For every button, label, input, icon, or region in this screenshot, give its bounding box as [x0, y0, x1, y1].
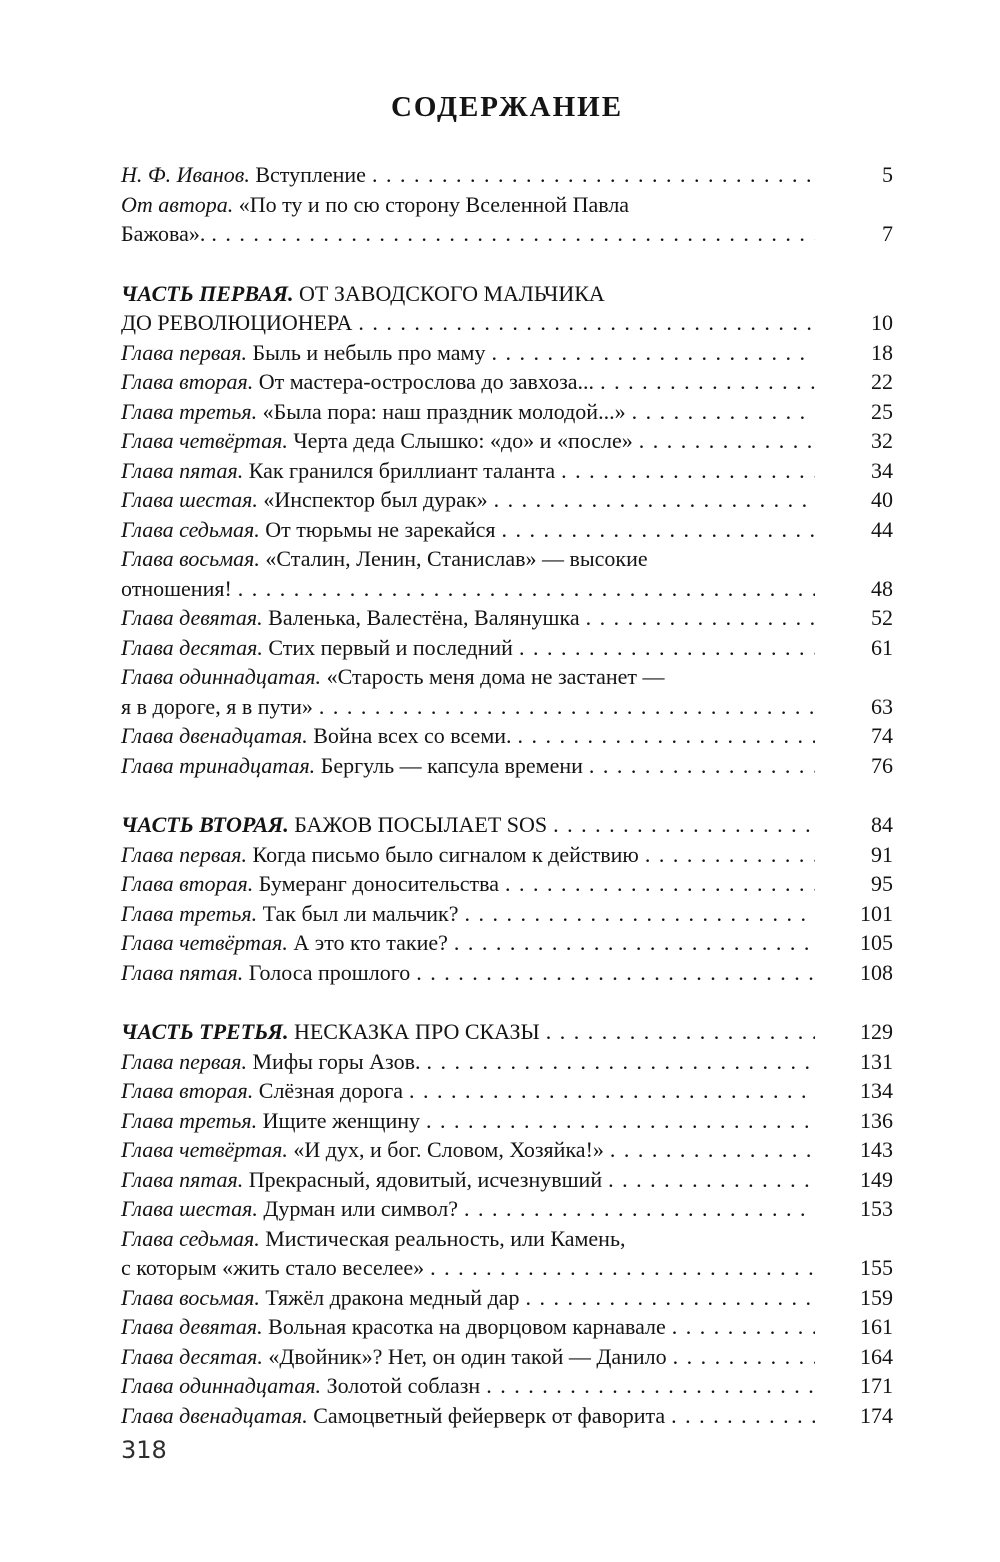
toc-entry-page: 131 — [860, 1048, 893, 1074]
toc-entry-lead: Глава девятая. — [121, 605, 263, 630]
toc-dot-leader — [232, 574, 815, 604]
toc-entry-page: 164 — [860, 1343, 893, 1369]
toc-entry-text: «И дух, и бог. Словом, Хозяйка!» — [287, 1137, 604, 1162]
toc-entry-page: 174 — [860, 1402, 893, 1428]
toc-entry-lead: Глава седьмая. — [121, 516, 260, 542]
toc-dot-leader — [555, 456, 815, 486]
toc-row — [121, 692, 893, 722]
toc-entry-text: От тюрьмы не зарекайся — [259, 516, 496, 542]
toc-entry-text: ДО РЕВОЛЮЦИОНЕРА — [121, 310, 353, 335]
toc-row — [121, 1076, 893, 1106]
toc-row — [121, 1224, 893, 1254]
toc-entry-text: Слёзная дорога — [253, 1078, 404, 1103]
toc-entry-text: Золотой соблазн — [321, 1373, 481, 1398]
toc-entry-page: 108 — [860, 959, 893, 985]
toc-entry-lead: Глава вторая. — [121, 369, 254, 394]
toc-entry-lead: Глава вторая. — [121, 1078, 254, 1103]
toc — [121, 160, 893, 1430]
toc-entry-text: Стих первый и последний — [262, 634, 513, 660]
toc-row — [121, 1047, 893, 1077]
toc-entry-text: Бергуль — капсула времени — [315, 752, 583, 778]
toc-entry-lead: Глава седьмая. — [121, 1225, 260, 1251]
toc-block — [121, 279, 893, 781]
toc-entry-text: Когда письмо было сигналом к действию — [247, 841, 639, 867]
toc-entry-lead: Глава пятая. — [121, 1166, 244, 1192]
toc-dot-leader — [352, 308, 815, 338]
toc-entry-text: «Старость меня дома не застанет — — [321, 664, 665, 689]
toc-dot-leader — [604, 1135, 815, 1165]
toc-row — [121, 662, 893, 692]
toc-entry-lead: Глава девятая. — [121, 1314, 263, 1339]
toc-entry-text: От мастера-острослова до завхоза... — [253, 369, 595, 394]
toc-row — [121, 190, 893, 220]
toc-entry-page: 143 — [860, 1137, 893, 1162]
toc-entry-text: Так был ли мальчик? — [257, 900, 459, 926]
toc-entry-text: отношения! — [121, 575, 232, 601]
toc-entry-lead: Глава четвёртая. — [121, 930, 288, 955]
toc-entry-text: Вольная красотка на дворцовом карнавале — [262, 1314, 666, 1339]
toc-entry-lead: Глава четвёртая. — [121, 428, 288, 453]
toc-entry-text: БАЖОВ ПОСЫЛАЕТ SOS — [288, 812, 548, 837]
toc-entry-text: Мифы горы Азов. — [247, 1048, 421, 1074]
toc-entry-lead: Н. Ф. Иванов. — [121, 162, 250, 187]
toc-row — [121, 810, 893, 840]
toc-entry-page: 5 — [882, 162, 893, 187]
toc-row — [121, 574, 893, 604]
toc-row — [121, 308, 893, 338]
toc-entry-page: 48 — [871, 575, 893, 601]
toc-entry-text: «Инспектор был дурак» — [257, 487, 488, 512]
toc-entry-page: 18 — [871, 339, 893, 365]
toc-entry-lead: Глава первая. — [121, 841, 247, 867]
toc-entry-page: 22 — [871, 369, 893, 394]
toc-dot-leader — [424, 1253, 815, 1283]
toc-entry-text: Бумеранг доносительства — [253, 871, 500, 896]
toc-row — [121, 1194, 893, 1224]
toc-dot-leader — [520, 1283, 815, 1313]
toc-block — [121, 810, 893, 987]
toc-entry-text: «Сталин, Ленин, Станислав» — высокие — [259, 546, 648, 571]
toc-entry-page: 91 — [871, 841, 893, 867]
toc-dot-leader — [580, 603, 815, 633]
toc-entry-lead: От автора. — [121, 191, 234, 217]
toc-dot-leader — [458, 1194, 815, 1224]
toc-dot-leader — [665, 1401, 815, 1431]
toc-entry-text: Прекрасный, ядовитый, исчезнувший — [243, 1166, 603, 1192]
toc-dot-leader — [448, 928, 815, 958]
toc-entry-page: 159 — [860, 1284, 893, 1310]
toc-entry-page: 7 — [882, 221, 893, 246]
toc-dot-leader — [639, 840, 815, 870]
toc-row — [121, 1283, 893, 1313]
toc-row — [121, 515, 893, 545]
toc-entry-page: 155 — [860, 1255, 893, 1280]
toc-dot-leader — [205, 219, 815, 249]
toc-entry-page: 101 — [860, 900, 893, 926]
toc-row — [121, 751, 893, 781]
toc-entry-lead: Глава шестая. — [121, 487, 258, 512]
toc-entry-lead: Глава третья. — [121, 900, 258, 926]
toc-row — [121, 1253, 893, 1283]
toc-entry-lead: Глава шестая. — [121, 1196, 258, 1221]
toc-entry-page: 74 — [871, 723, 893, 748]
toc-entry-page: 52 — [871, 605, 893, 630]
toc-row — [121, 1106, 893, 1136]
toc-row — [121, 1342, 893, 1372]
toc-row — [121, 899, 893, 929]
toc-dot-leader — [410, 958, 815, 988]
toc-entry-page: 105 — [860, 930, 893, 955]
toc-dot-leader — [403, 1076, 815, 1106]
folio-page-number: 318 — [121, 1436, 167, 1464]
toc-entry-page: 171 — [860, 1373, 893, 1398]
toc-entry-lead: Глава восьмая. — [121, 546, 260, 571]
toc-dot-leader — [540, 1017, 815, 1047]
toc-row — [121, 279, 893, 309]
toc-entry-text: Бажова». — [121, 221, 206, 246]
toc-dot-leader — [626, 397, 815, 427]
toc-dot-leader — [602, 1165, 815, 1195]
toc-entry-page: 149 — [860, 1166, 893, 1192]
toc-dot-leader — [666, 1312, 815, 1342]
toc-entry-page: 10 — [871, 310, 893, 335]
toc-row — [121, 721, 893, 751]
toc-row — [121, 1165, 893, 1195]
toc-dot-leader — [488, 485, 815, 515]
toc-dot-leader — [667, 1342, 815, 1372]
toc-row — [121, 1401, 893, 1431]
toc-row — [121, 219, 893, 249]
toc-entry-lead: Глава десятая. — [121, 634, 263, 660]
toc-entry-lead: Глава двенадцатая. — [121, 723, 308, 748]
toc-dot-leader — [459, 899, 816, 929]
toc-block — [121, 1017, 893, 1430]
toc-entry-text: Тяжёл дракона медный дар — [259, 1284, 520, 1310]
toc-entry-lead: Глава двенадцатая. — [121, 1402, 308, 1428]
toc-entry-lead: ЧАСТЬ ВТОРАЯ. — [121, 812, 289, 837]
toc-entry-text: НЕСКАЗКА ПРО СКАЗЫ — [288, 1019, 540, 1044]
toc-row — [121, 1135, 893, 1165]
toc-entry-text: Черта деда Слышко: «до» и «после» — [287, 428, 633, 453]
toc-entry-text: Мистическая реальность, или Камень, — [259, 1225, 626, 1251]
toc-entry-page: 32 — [871, 428, 893, 453]
toc-entry-text: Дурман или символ? — [257, 1196, 459, 1221]
toc-dot-leader — [480, 1371, 815, 1401]
toc-entry-page: 61 — [871, 634, 893, 660]
toc-entry-page: 153 — [860, 1196, 893, 1221]
toc-entry-page: 44 — [871, 516, 893, 542]
toc-entry-text: Самоцветный фейерверк от фаворита — [307, 1402, 666, 1428]
toc-dot-leader — [366, 160, 815, 190]
toc-entry-lead: ЧАСТЬ ТРЕТЬЯ. — [121, 1019, 289, 1044]
toc-entry-page: 63 — [871, 693, 893, 719]
toc-dot-leader — [594, 367, 815, 397]
toc-entry-text: Вступление — [249, 162, 366, 187]
toc-entry-lead: Глава одиннадцатая. — [121, 1373, 322, 1398]
toc-entry-page: 134 — [860, 1078, 893, 1103]
toc-entry-text: «Двойник»? Нет, он один такой — Данило — [262, 1343, 667, 1369]
toc-entry-text: «По ту и по сю сторону Вселенной Павла — [233, 191, 630, 217]
toc-entry-lead: Глава тринадцатая. — [121, 752, 316, 778]
toc-page — [121, 90, 893, 1430]
toc-entry-lead: Глава первая. — [121, 339, 247, 365]
toc-dot-leader — [313, 692, 815, 722]
toc-dot-leader — [485, 338, 815, 368]
toc-entry-page: 84 — [871, 812, 893, 837]
toc-row — [121, 367, 893, 397]
toc-dot-leader — [633, 426, 815, 456]
toc-entry-text: «Была пора: наш праздник молодой...» — [257, 398, 626, 424]
toc-entry-text: Быль и небыль про маму — [247, 339, 486, 365]
toc-entry-lead: Глава первая. — [121, 1048, 247, 1074]
toc-entry-page: 76 — [871, 752, 893, 778]
toc-dot-leader — [499, 869, 815, 899]
toc-entry-text: Война всех со всеми. — [307, 723, 512, 748]
toc-entry-lead: Глава третья. — [121, 398, 258, 424]
toc-row — [121, 160, 893, 190]
toc-row — [121, 1017, 893, 1047]
toc-entry-text: я в дороге, я в пути» — [121, 693, 313, 719]
toc-entry-page: 161 — [860, 1314, 893, 1339]
toc-row — [121, 485, 893, 515]
toc-row — [121, 338, 893, 368]
toc-entry-page: 25 — [871, 398, 893, 424]
toc-dot-leader — [496, 515, 815, 545]
toc-block — [121, 160, 893, 249]
toc-entry-lead: ЧАСТЬ ПЕРВАЯ. — [121, 280, 294, 306]
toc-row — [121, 603, 893, 633]
toc-entry-text: с которым «жить стало веселее» — [121, 1255, 425, 1280]
toc-entry-lead: Глава третья. — [121, 1107, 258, 1133]
toc-entry-lead: Глава пятая. — [121, 457, 244, 483]
toc-entry-lead: Глава десятая. — [121, 1343, 263, 1369]
toc-row — [121, 633, 893, 663]
toc-dot-leader — [512, 721, 815, 751]
toc-row — [121, 928, 893, 958]
toc-dot-leader — [513, 633, 815, 663]
toc-entry-text: А это кто такие? — [287, 930, 448, 955]
toc-entry-page: 136 — [860, 1107, 893, 1133]
toc-entry-text: Как гранился бриллиант таланта — [243, 457, 556, 483]
toc-row — [121, 958, 893, 988]
toc-entry-lead: Глава четвёртая. — [121, 1137, 288, 1162]
toc-entry-lead: Глава одиннадцатая. — [121, 664, 322, 689]
toc-entry-page: 95 — [871, 871, 893, 896]
toc-row — [121, 1371, 893, 1401]
toc-dot-leader — [547, 810, 815, 840]
toc-entry-lead: Глава восьмая. — [121, 1284, 260, 1310]
toc-entry-text: Валенька, Валестёна, Валянушка — [262, 605, 580, 630]
toc-row — [121, 869, 893, 899]
toc-dot-leader — [583, 751, 815, 781]
toc-row — [121, 544, 893, 574]
toc-entry-lead: Глава пятая. — [121, 959, 244, 985]
toc-row — [121, 397, 893, 427]
toc-entry-text: Ищите женщину — [257, 1107, 421, 1133]
toc-entry-text: Голоса прошлого — [243, 959, 411, 985]
toc-row — [121, 456, 893, 486]
toc-entry-page: 34 — [871, 457, 893, 483]
toc-row — [121, 426, 893, 456]
toc-entry-text: ОТ ЗАВОДСКОГО МАЛЬЧИКА — [293, 280, 605, 306]
toc-dot-leader — [420, 1047, 815, 1077]
toc-entry-lead: Глава вторая. — [121, 871, 254, 896]
toc-dot-leader — [420, 1106, 815, 1136]
toc-entry-page: 129 — [860, 1019, 893, 1044]
toc-row — [121, 1312, 893, 1342]
toc-row — [121, 840, 893, 870]
toc-entry-page: 40 — [871, 487, 893, 512]
page-title: СОДЕРЖАНИЕ — [390, 91, 624, 123]
